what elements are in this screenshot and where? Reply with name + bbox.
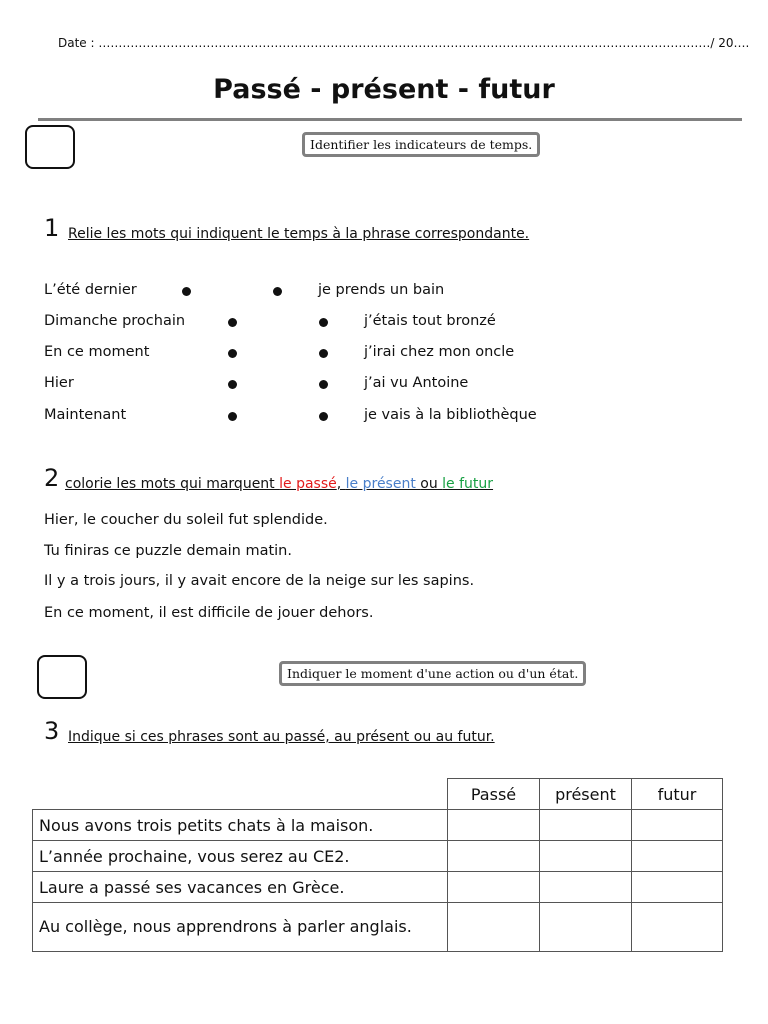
match-dot-left-3[interactable] (228, 349, 237, 358)
answer-cell-future[interactable] (632, 903, 723, 952)
exercise-3-instruction: Indique si ces phrases sont au passé, au présent ou au futur. (68, 729, 495, 745)
answer-cell-future[interactable] (632, 810, 723, 841)
sentence-4: En ce moment, il est difficile de jouer dehors. (44, 605, 374, 621)
comma: , (336, 476, 346, 492)
sentence-1: Hier, le coucher du soleil fut splendide. (44, 512, 328, 528)
phrase-5: je vais à la bibliothèque (364, 407, 537, 423)
table-row (33, 903, 723, 952)
time-word-2: Dimanche prochain (44, 313, 186, 329)
table-row (33, 810, 723, 841)
objective-label-2: Indiquer le moment d'une action ou d'un état. (279, 661, 586, 686)
header-empty-cell (33, 779, 448, 810)
answer-cell-past[interactable] (448, 841, 540, 872)
sentence-2: Tu finiras ce puzzle demain matin. (44, 543, 292, 559)
match-dot-right-2[interactable] (319, 318, 328, 327)
table-header-row (33, 779, 723, 810)
future-label: le futur (442, 476, 494, 492)
row-sentence: Nous avons trois petits chats à la maison. (33, 810, 448, 841)
answer-cell-future[interactable] (632, 872, 723, 903)
column-header-present: présent (540, 779, 632, 810)
time-word-4: Hier (44, 375, 74, 391)
match-dot-right-1[interactable] (273, 287, 282, 296)
answer-cell-past[interactable] (448, 872, 540, 903)
answer-cell-past[interactable] (448, 903, 540, 952)
match-dot-right-4[interactable] (319, 380, 328, 389)
objective-label-1: Identifier les indicateurs de temps. (302, 132, 540, 157)
sentence-3: Il y a trois jours, il y avait encore de la neige sur les sapins. (44, 573, 475, 589)
phrase-4: j’ai vu Antoine (364, 375, 469, 391)
exercise-2-number: 2 (44, 464, 60, 492)
exercise-1-number: 1 (44, 214, 60, 242)
match-dot-left-2[interactable] (228, 318, 237, 327)
title-divider (38, 118, 742, 121)
column-header-future: futur (632, 779, 723, 810)
instruction-text: colorie les mots qui marquent (65, 476, 280, 492)
time-word-5: Maintenant (44, 407, 127, 423)
answer-cell-future[interactable] (632, 841, 723, 872)
phrase-3: j’irai chez mon oncle (364, 344, 515, 360)
page-title: Passé - présent - futur (213, 74, 555, 105)
time-word-1: L’été dernier (44, 282, 137, 298)
answer-cell-past[interactable] (448, 810, 540, 841)
answer-cell-present[interactable] (540, 903, 632, 952)
answer-cell-present[interactable] (540, 872, 632, 903)
exercise-2-instruction (65, 476, 493, 492)
exercise-1-instruction: Relie les mots qui indiquent le temps à la phrase correspondante. (68, 226, 530, 242)
answer-cell-present[interactable] (540, 841, 632, 872)
phrase-2: j’étais tout bronzé (364, 313, 496, 329)
past-label: le passé (279, 476, 337, 492)
match-dot-right-3[interactable] (319, 349, 328, 358)
time-word-3: En ce moment (44, 344, 150, 360)
match-dot-left-1[interactable] (182, 287, 191, 296)
table-row (33, 841, 723, 872)
row-sentence: Au collège, nous apprendrons à parler anglais. (33, 903, 448, 952)
date-line: Date : ………………………………………………………………………………………………………………………………………/ 20…. (58, 36, 750, 50)
match-dot-right-5[interactable] (319, 412, 328, 421)
exercise-3-number: 3 (44, 717, 60, 745)
evaluation-box-1[interactable] (25, 125, 75, 169)
match-dot-left-4[interactable] (228, 380, 237, 389)
present-label: le présent (345, 476, 421, 492)
or-word: ou (420, 476, 443, 492)
row-sentence: Laure a passé ses vacances en Grèce. (33, 872, 448, 903)
match-dot-left-5[interactable] (228, 412, 237, 421)
phrase-1: je prends un bain (318, 282, 445, 298)
column-header-past: Passé (448, 779, 540, 810)
row-sentence: L’année prochaine, vous serez au CE2. (33, 841, 448, 872)
evaluation-box-2[interactable] (37, 655, 87, 699)
table-row (33, 872, 723, 903)
answer-cell-present[interactable] (540, 810, 632, 841)
tense-table (32, 778, 723, 952)
